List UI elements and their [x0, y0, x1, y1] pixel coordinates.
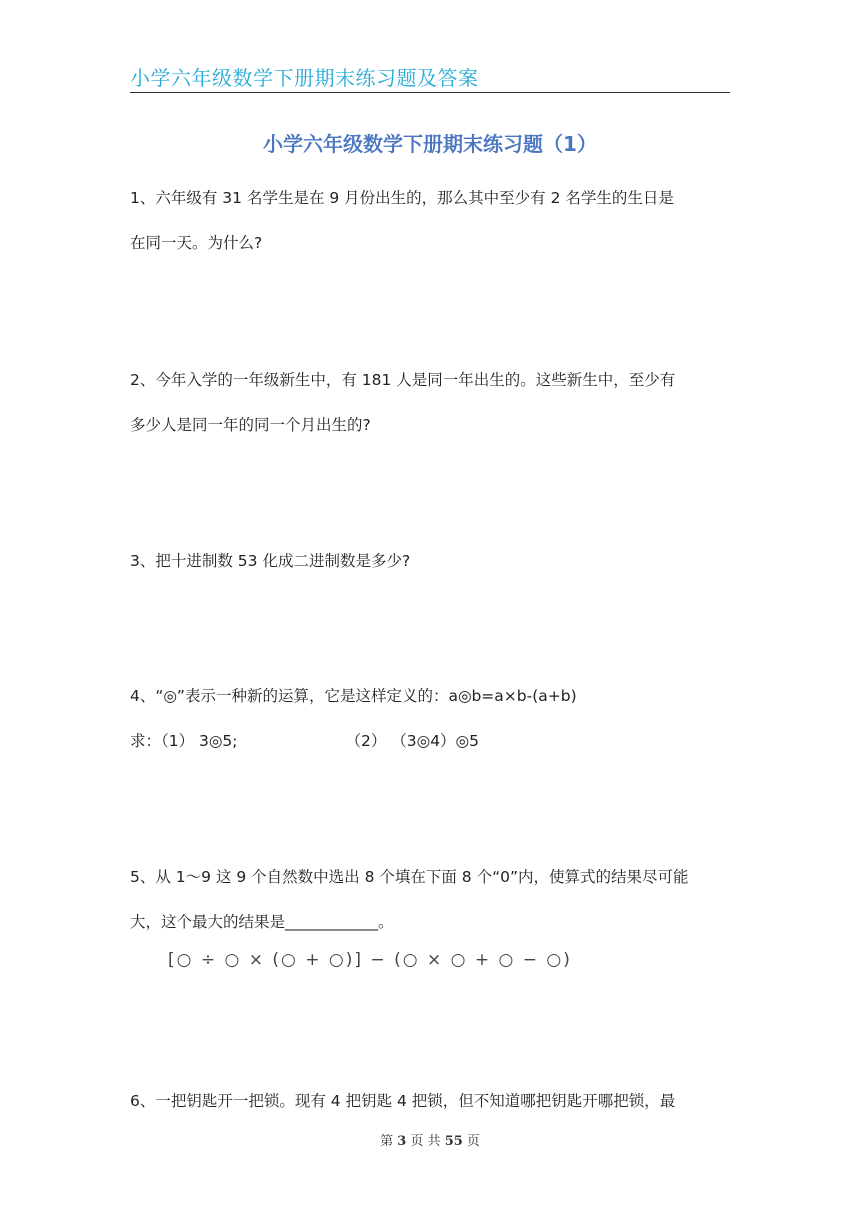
question-2-line-2: 多少人是同一年的同一个月出生的? [130, 416, 371, 434]
question-4-line-2 [130, 729, 734, 751]
document-title: 小学六年级数学下册期末练习题（1） [263, 132, 597, 156]
footer-prefix: 第 [380, 1134, 394, 1149]
question-2-line-1: 2、今年入学的一年级新生中，有 181 人是同一年出生的。这些新生中，至少有 [130, 371, 676, 389]
question-5-line-2: 大，这个最大的结果是____________。 [130, 913, 394, 931]
question-5-formula: [○ ÷ ○ × (○ + ○)] − (○ × ○ + ○ − ○) [168, 950, 572, 970]
page-footer [0, 1130, 860, 1149]
question-4-part-2: （2） （3◎4）◎5 [345, 732, 479, 750]
question-3-line-1: 3、把十进制数 53 化成二进制数是多少? [130, 552, 411, 570]
question-1-line-2: 在同一天。为什么? [130, 234, 263, 252]
question-4-line-1: 4、“◎”表示一种新的运算，它是这样定义的：a◎b=a×b-(a+b) [130, 687, 577, 705]
header-title: 小学六年级数学下册期末练习题及答案 [130, 66, 479, 90]
footer-mid: 页 共 [410, 1134, 441, 1149]
footer-suffix: 页 [466, 1134, 480, 1149]
footer-page-number: 3 [397, 1134, 407, 1149]
footer-total-pages: 55 [444, 1134, 463, 1149]
page-header [130, 62, 730, 93]
question-4-part-1: 求：（1） 3◎5; [130, 732, 238, 750]
question-1-line-1: 1、六年级有 31 名学生是在 9 月份出生的，那么其中至少有 2 名学生的生日是 [130, 189, 674, 207]
question-5-line-1: 5、从 1～9 这 9 个自然数中选出 8 个填在下面 8 个“0”内，使算式的结果尽可能 [130, 868, 689, 886]
question-6-line-1: 6、一把钥匙开一把锁。现有 4 把钥匙 4 把锁，但不知道哪把钥匙开哪把锁，最 [130, 1092, 676, 1110]
